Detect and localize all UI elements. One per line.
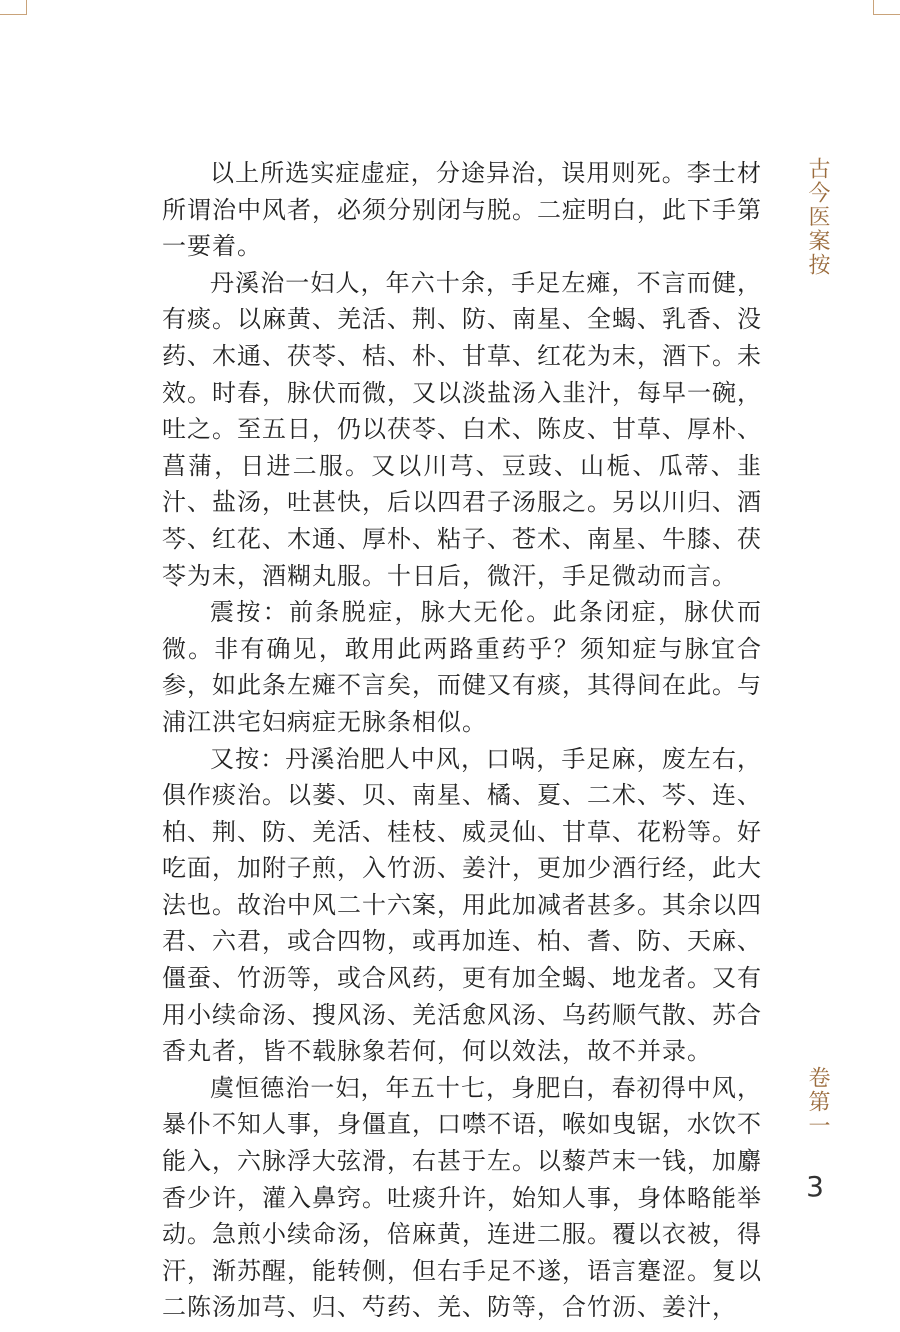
main-text bbox=[162, 155, 762, 1326]
corner-trim-mark-right bbox=[873, 0, 900, 15]
page-number: 3 bbox=[806, 1170, 824, 1203]
book-title: 古今医案按 bbox=[805, 157, 830, 277]
volume-label: 卷第一 bbox=[805, 1066, 830, 1138]
paragraph-3: 震按：前条脱症，脉大无伦。此条闭症，脉伏而微。非有确见，敢用此两路重药乎？须知症与脉宜合参，如此条左瘫不言矣，而健又有痰，其得间在此。与浦江洪宅妇病症无脉条相似。 bbox=[162, 598, 762, 736]
paragraph-1: 以上所选实症虚症，分途异治，误用则死。李士材所谓治中风者，必须分别闭与脱。二症明白，此下手第一要着。 bbox=[162, 159, 762, 261]
corner-trim-mark-left bbox=[0, 0, 27, 15]
paragraph-5: 虞恒德治一妇，年五十七，身肥白，春初得中风，暴仆不知人事，身僵直，口噤不语，喉如曳锯，水饮不能入，六脉浮大弦滑，右甚于左。以藜芦末一钱，加麝香少许，灌入鼻窍。吐痰升许，始知人事，身体略能举动。急煎小续命汤，倍麻黄，连进二服。覆以衣被，得汗，渐苏醒，能转侧，但右手足不遂，语言蹇涩。复以二陈汤加芎、归、芍药、羌、防等，合竹沥、姜汁， bbox=[162, 1073, 762, 1322]
paragraph-2: 丹溪治一妇人，年六十余，手足左瘫，不言而健，有痰。以麻黄、羌活、荆、防、南星、全蝎、乳香、没药、木通、茯苓、桔、朴、甘草、红花为末，酒下。未效。时春，脉伏而微，又以淡盐汤入韭汁，每早一碗，吐之。至五日，仍以茯苓、白术、陈皮、甘草、厚朴、菖蒲，日进二服。又以川芎、豆豉、山栀、瓜蒂、韭汁、盐汤，吐甚快，后以四君子汤服之。另以川归、酒芩、红花、木通、厚朴、粘子、苍术、南星、牛膝、茯苓为末，酒糊丸服。十日后，微汗，手足微动而言。 bbox=[162, 268, 762, 590]
paragraph-4: 又按：丹溪治肥人中风，口㖞，手足麻，废左右，俱作痰治。以蒌、贝、南星、橘、夏、二术、芩、连、柏、荆、防、羌活、桂枝、威灵仙、甘草、花粉等。好吃面，加附子煎，入竹沥、姜汁，更加少酒行经，此大法也。故治中风二十六案，用此加减者甚多。其余以四君、六君，或合四物，或再加连、柏、耆、防、天麻、僵蚕、竹沥等，或合风药，更有加全蝎、地龙者。又有用小续命汤、搜风汤、羌活愈风汤、乌药顺气散、苏合香丸者，皆不载脉象若何，何以效法，故不并录。 bbox=[162, 744, 762, 1066]
